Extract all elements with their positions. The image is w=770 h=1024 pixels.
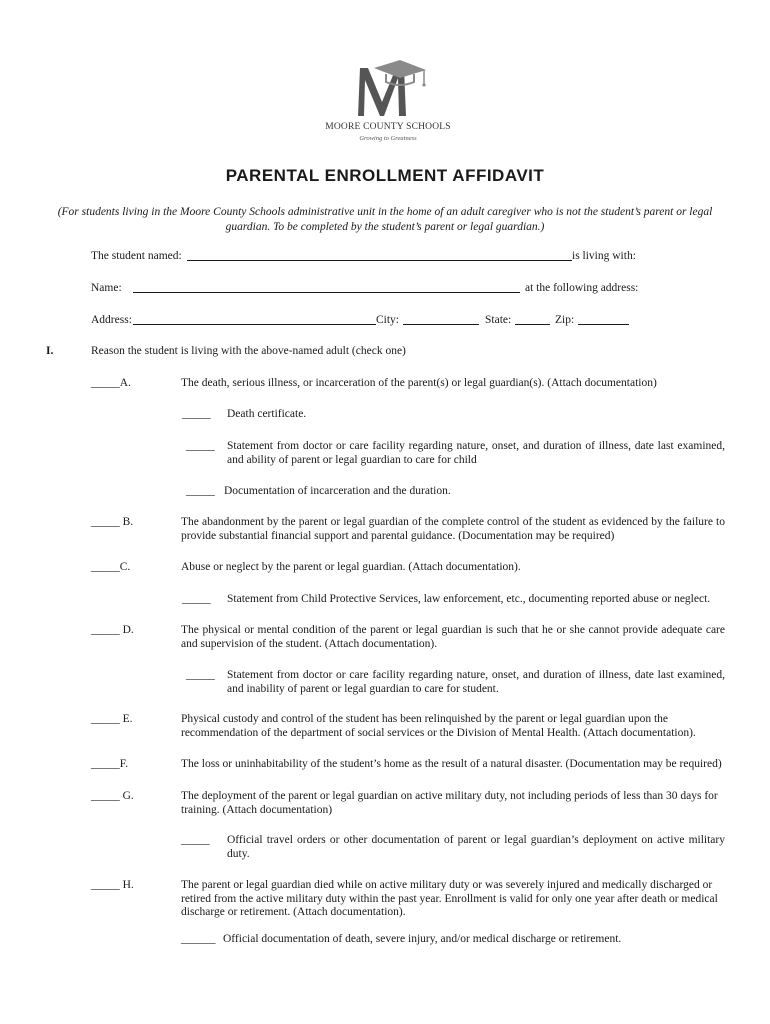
reason-g-text: The deployment of the parent or legal guardian on active military duty, not including periods of less than 30 days for training. (Attach documentation)	[181, 790, 718, 816]
reason-a-sub-2-text: Statement from doctor or care facility regarding nature, onset, and duration of illness, date last examined, and ability of parent or legal guardian to care for child	[227, 440, 725, 466]
state-field[interactable]	[515, 324, 550, 325]
reason-e-checkbox[interactable]: _____ E.	[91, 713, 133, 725]
zip-field[interactable]	[578, 324, 629, 325]
reason-h-text: The parent or legal guardian died while on active military duty or was severely injured and medically discharged or retired from the active military duty within the past year. Enrollment is valid for only one year after death or medical discharge or retirement. (Attach documentation).	[181, 879, 718, 918]
reason-f-checkbox[interactable]: _____F.	[91, 758, 129, 770]
reason-b-text: The abandonment by the parent or legal guardian of the complete control of the student as evidenced by the failure to provide substantial financial support and parental guidance. (Documentation may be required)	[181, 516, 725, 542]
reason-a-sub-1-checkbox[interactable]: _____	[182, 408, 211, 420]
reason-c-sub-1-checkbox[interactable]: _____	[182, 593, 211, 605]
reason-h-checkbox[interactable]: _____ H.	[91, 879, 134, 891]
org-tagline: Growing to Greatness	[359, 135, 417, 142]
reason-g-sub-1-text: Official travel orders or other documentation of parent or legal guardian’s deployment on active military duty.	[227, 834, 725, 860]
page-subtitle: (For students living in the Moore County Schools administrative unit in the home of an adult caregiver who is not the student’s parent or legal guardian. To be completed by the student’s parent or legal guardian.)	[57, 206, 713, 233]
section-heading: Reason the student is living with the above-named adult (check one)	[91, 345, 406, 357]
reason-f-text: The loss or uninhabitability of the student’s home as the result of a natural disaster. (Documentation may be required)	[181, 758, 722, 770]
student-label: The student named:	[91, 250, 182, 262]
reason-c-checkbox[interactable]: _____C.	[91, 561, 131, 573]
reason-a-text: The death, serious illness, or incarceration of the parent(s) or legal guardian(s). (Attach documentation)	[181, 377, 657, 389]
reason-a-checkbox[interactable]: _____A.	[91, 377, 131, 389]
caregiver-name-field[interactable]	[133, 292, 520, 293]
reason-h-sub-1-checkbox[interactable]: ______	[181, 933, 216, 945]
school-logo	[318, 60, 458, 150]
reason-c-text: Abuse or neglect by the parent or legal guardian. (Attach documentation).	[181, 561, 521, 573]
mortarboard-m-icon	[318, 60, 458, 122]
reason-d-checkbox[interactable]: _____ D.	[91, 624, 134, 636]
reason-g-sub-1-checkbox[interactable]: _____	[181, 834, 210, 846]
org-name: MOORE COUNTY SCHOOLS	[325, 122, 451, 132]
reason-e-text: Physical custody and control of the student has been relinquished by the parent or legal guardian upon the recommendation of the department of social services or the Division of Mental Health. (Attach documentation).	[181, 713, 696, 739]
reason-a-sub-1-text: Death certificate.	[227, 408, 307, 420]
address-field[interactable]	[133, 324, 376, 325]
reason-b-checkbox[interactable]: _____ B.	[91, 516, 134, 528]
reason-d-sub-1-checkbox[interactable]: _____	[186, 669, 215, 681]
city-field[interactable]	[403, 324, 479, 325]
reason-g-checkbox[interactable]: _____ G.	[91, 790, 134, 802]
student-name-field[interactable]	[187, 260, 572, 261]
address-label: Address:	[91, 314, 132, 326]
reason-d-text: The physical or mental condition of the parent or legal guardian is such that he or she cannot provide adequate care and supervision of the student. (Attach documentation).	[181, 624, 725, 650]
reason-a-sub-2-checkbox[interactable]: _____	[186, 440, 215, 452]
address-suffix-label: at the following address:	[525, 282, 639, 294]
name-label: Name:	[91, 282, 122, 294]
state-label: State:	[485, 314, 512, 326]
section-number: I.	[46, 345, 54, 357]
page-title: PARENTAL ENROLLMENT AFFIDAVIT	[225, 166, 545, 185]
reason-c-sub-1-text: Statement from Child Protective Services, law enforcement, etc., documenting reported abuse or neglect.	[227, 593, 711, 605]
reason-a-sub-3-text: Documentation of incarceration and the duration.	[224, 485, 451, 497]
reason-a-sub-3-checkbox[interactable]: _____	[186, 485, 215, 497]
zip-label: Zip:	[555, 314, 575, 326]
living-with-label: is living with:	[572, 250, 636, 262]
reason-d-sub-1-text: Statement from doctor or care facility regarding nature, onset, and duration of illness, date last examined, and inability of parent or legal guardian to care for student.	[227, 669, 725, 695]
city-label: City:	[376, 314, 400, 326]
reason-h-sub-1-text: Official documentation of death, severe injury, and/or medical discharge or retirement.	[223, 933, 622, 945]
